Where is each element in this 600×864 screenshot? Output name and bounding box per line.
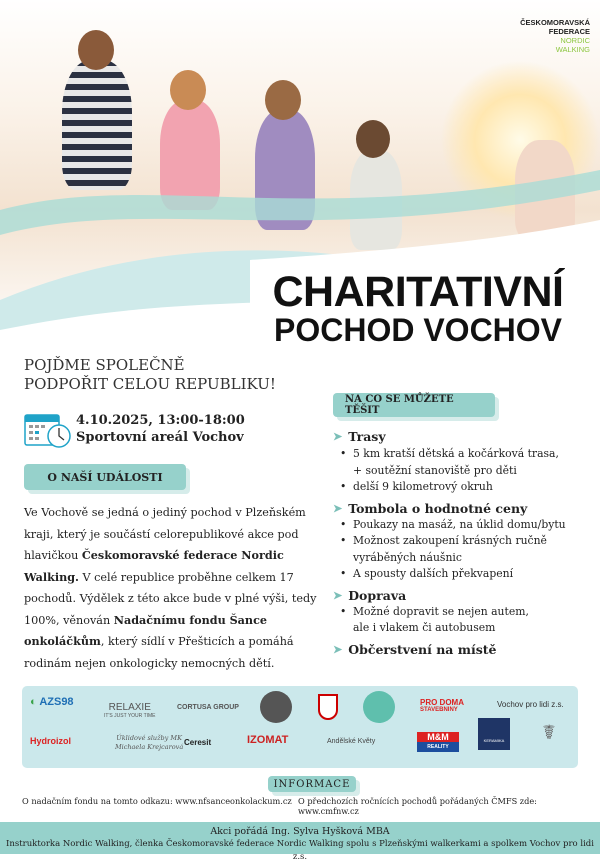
title-line2: POCHOD VOCHOV (273, 312, 563, 348)
event-datetime: 4.10.2025, 13:00-18:00 (76, 413, 245, 428)
logo-circle (260, 691, 292, 723)
arrow-icon: ➤ (333, 588, 343, 602)
event-info (76, 412, 245, 446)
coat-of-arms-icon (318, 694, 338, 720)
about-description: Ve Vochově se jedná o jediný pochod v Plzeňském kraji, který je součástí celorepublikové akce pod hlavičkou Českomoravské federace Nordic Walking. V celé republice proběhne celkem 17 pochodů. Výdělek z této akce bude v plné výši, tedy 100%, věnován Nadačnímu fondu Šance onkoláčkům, který sídlí v Přešticích a pomáhá rodinám nejen onkologicky nemocných dětí. (24, 506, 317, 670)
slogan: POJĎME SPOLEČNĚ PODPOŘIT CELOU REPUBLIKU! (24, 356, 276, 393)
sponsors-panel: ◐ AZS98 RELAXIE IT'S JUST YOUR TIME CORTUSA GROUP PRO DOMA STAVEBNINY Vochov pro lidi z.s. Hydroizol Úklidové služby MK Michaela Krejcarová Ceresit IZOMAT Andělské Květy M&M REALITY KERAMIKA ☤ (22, 686, 578, 768)
info-cmfnw-link[interactable]: O předchozích ročnících pochodů pořádaných ČMFS zde: www.cmfnw.cz (298, 796, 537, 816)
arrow-icon: ➤ (333, 430, 343, 443)
info-heading: INFORMACE (268, 776, 356, 792)
title-line1: CHARITATIVNÍ (272, 268, 564, 316)
about-heading: O NAŠÍ UDÁLOSTI (24, 464, 186, 490)
footer: Akci pořádá Ing. Sylva Hyšková MBA Instruktorka Nordic Walking, členka Českomoravské federace Nordic Walking spolu s Plzeňskými walkerkami a spolkem Vochov pro lidi z.s. (0, 822, 600, 854)
arrow-icon: ➤ (333, 642, 343, 656)
walker-icon (363, 691, 395, 723)
info-fund-link[interactable]: O nadačním fondu na tomto odkazu: www.nfsanceonkolackum.cz (22, 796, 292, 806)
event-place: Sportovní areál Vochov (76, 430, 244, 445)
features-list: ➤ Trasy • 5 km kratší dětská a kočárková trasa, + soutěžní stanoviště pro děti • delší 9 kilometrový okruh ➤ Tombola o hodnotné ceny • Poukazy na masáž, na úklid domu/bytu • Možnost zakoupení krásných ručně vyráběných náušnic • A spousty dalších překvapení ➤ Doprava • Možné dopravit se nejen autem, ale i vlakem či autobusem ➤ Občerstvení na místě (333, 428, 595, 658)
care-hands-icon: ☤ (542, 722, 556, 744)
arrow-icon: ➤ (333, 501, 343, 515)
features-heading: NA CO SE MŮŽETE TĚŠIT (333, 393, 495, 417)
calendar-clock-icon (24, 412, 72, 448)
cmfnw-logo: ČESKOMORAVSKÁ FEDERACE NORDIC WALKING (520, 18, 590, 54)
